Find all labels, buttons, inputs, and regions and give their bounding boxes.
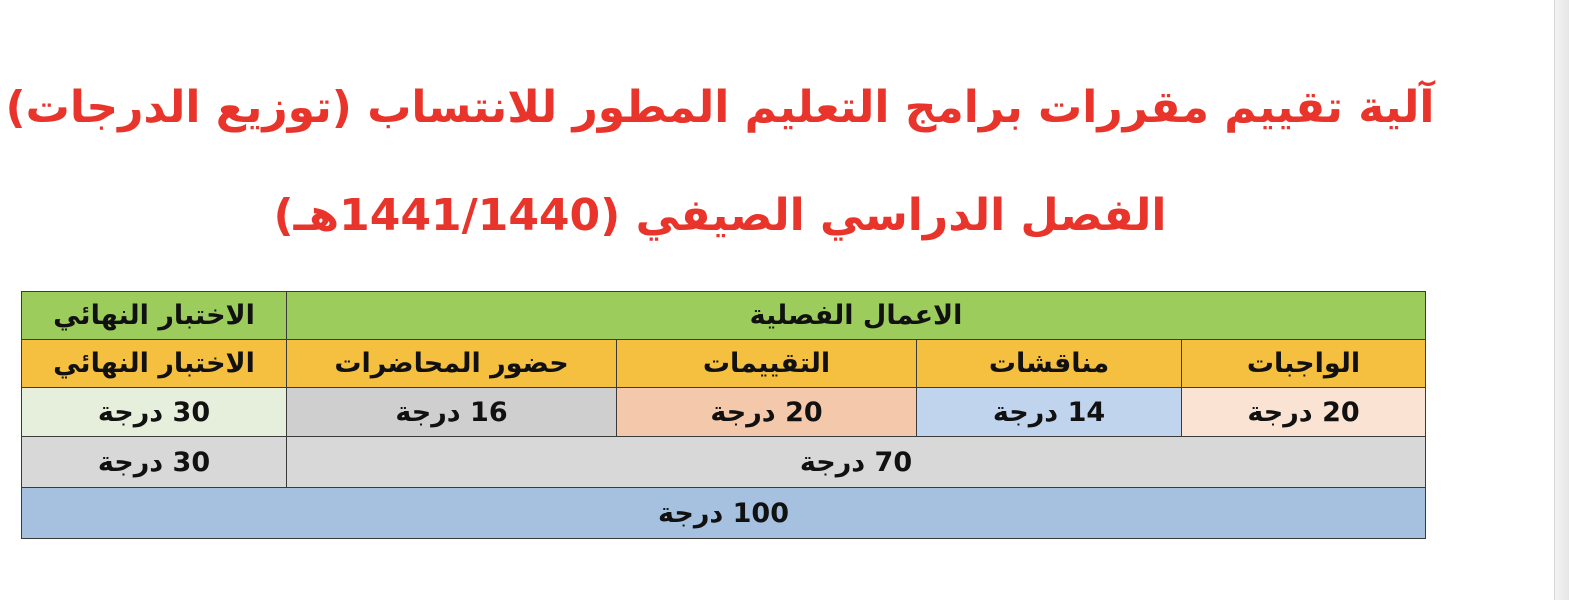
table-row-subtotals [22, 437, 1426, 488]
discussions-marks: 14 درجة [917, 388, 1182, 437]
evaluations-header: التقييمات [617, 340, 917, 388]
homework-header: الواجبات [1182, 340, 1426, 388]
attendance-header: حضور المحاضرات [287, 340, 617, 388]
final-exam-subtotal: 30 درجة [22, 437, 287, 488]
coursework-subtotal: 70 درجة [287, 437, 1426, 488]
final-exam-header: الاختبار النهائي [22, 340, 287, 388]
attendance-marks: 16 درجة [287, 388, 617, 437]
grade-distribution-table [21, 291, 1426, 539]
grand-total: 100 درجة [22, 488, 1426, 539]
table-row-marks [22, 388, 1426, 437]
scrollbar[interactable] [1554, 0, 1569, 600]
evaluations-marks: 20 درجة [617, 388, 917, 437]
table-row-total [22, 488, 1426, 539]
document-title: آلية تقييم مقررات برامج التعليم المطور للانتساب (توزيع الدرجات) [5, 82, 1435, 133]
homework-marks: 20 درجة [1182, 388, 1426, 437]
coursework-group-header: الاعمال الفصلية [287, 292, 1426, 340]
table-row-column-headers [22, 340, 1426, 388]
final-exam-group-header: الاختبار النهائي [22, 292, 287, 340]
final-exam-marks: 30 درجة [22, 388, 287, 437]
discussions-header: مناقشات [917, 340, 1182, 388]
table-row-group-headers [22, 292, 1426, 340]
document-subtitle: الفصل الدراسي الصيفي (1441/1440هـ) [273, 190, 1167, 241]
